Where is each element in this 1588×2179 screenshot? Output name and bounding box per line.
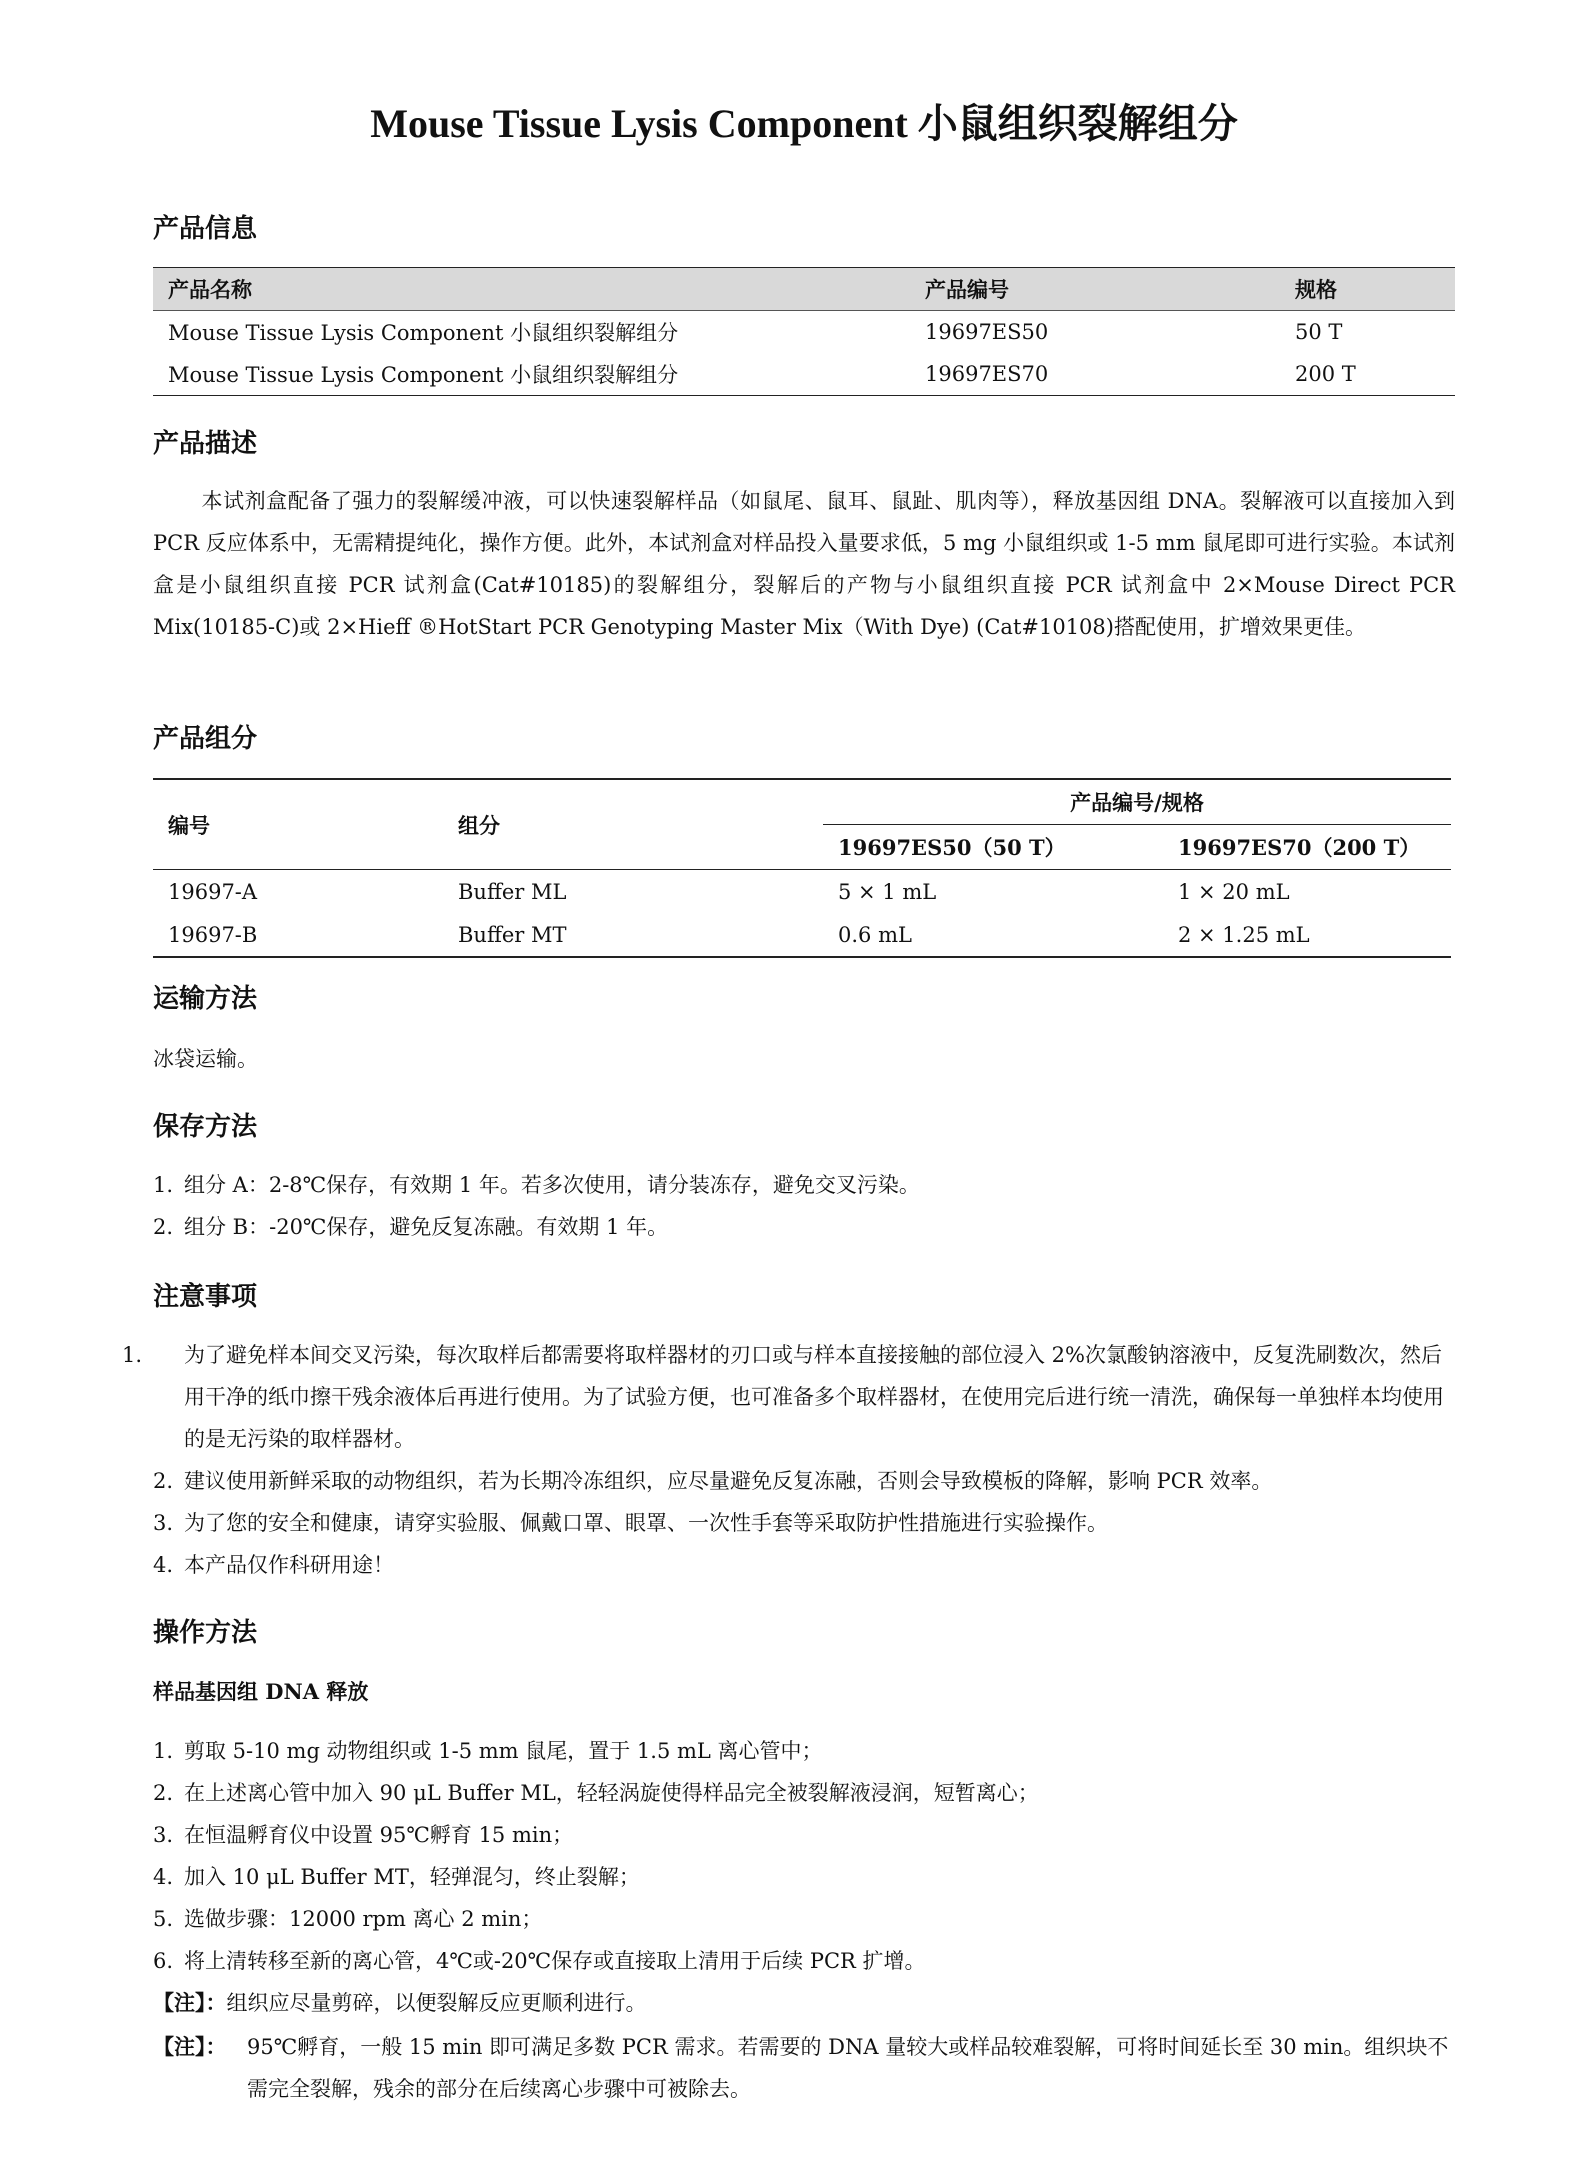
table-row bbox=[153, 311, 1455, 354]
note-item: 1. 为了避免样本间交叉污染，每次取样后都需要将取样器材的刃口或与样本直接接触的部位浸入 2%次氯酸钠溶液中，反复洗刷数次，然后用干净的纸巾擦干残余液体后再进行使用。为了试验方便，也可准备多个取样器材，在使用完后进行统一清洗，确保每一单独样本均使用的是无污染的取样器材。 bbox=[122, 1343, 1444, 1451]
section-heading-description: 产品描述 bbox=[153, 429, 258, 459]
description-paragraph bbox=[153, 480, 1455, 648]
header-product-code: 产品编号 bbox=[910, 268, 1280, 311]
table-header-row bbox=[153, 779, 1451, 825]
cell-component: Buffer ML bbox=[458, 879, 567, 904]
cell-es50: 0.6 mL bbox=[838, 922, 912, 947]
cell-spec: 200 T bbox=[1295, 362, 1356, 386]
component-table bbox=[153, 778, 1451, 958]
header-number: 编号 bbox=[153, 779, 443, 870]
table-row bbox=[153, 870, 1451, 914]
description-text: 本试剂盒配备了强力的裂解缓冲液，可以快速裂解样品（如鼠尾、鼠耳、鼠趾、肌肉等），释放基因组 DNA。裂解液可以直接加入到 PCR 反应体系中，无需精提纯化，操作方便。此外，本试剂盒对样品投入量要求低，5 mg 小鼠组织或 1-5 mm 鼠尾即可进行实验。本试剂盒是小鼠组织直接 PCR 试剂盒(Cat#10185)的裂解组分，裂解后的产物与小鼠组织直接 PCR 试剂盒中 2×Mouse Direct PCR Mix(10185-C)或 2×Hieff ®HotStart PCR Genotyping Master Mix（With Dye) (Cat#10108)搭配使用，扩增效果更佳。 bbox=[153, 489, 1455, 639]
shipping-text: 冰袋运输。 bbox=[153, 1047, 258, 1071]
procedure-step: 2. 在上述离心管中加入 90 μL Buffer ML，轻轻涡旋使得样品完全被裂解液浸润，短暂离心； bbox=[153, 1781, 1039, 1805]
note-item: 3. 为了您的安全和健康，请穿实验服、佩戴口罩、眼罩、一次性手套等采取防护性措施进行实验操作。 bbox=[153, 1511, 1108, 1535]
storage-item: 1. 组分 A：2-8℃保存，有效期 1 年。若多次使用，请分装冻存，避免交叉污染。 bbox=[153, 1173, 920, 1197]
header-es70: 19697ES70（200 T） bbox=[1163, 825, 1451, 870]
procedure-note: 【注】： 95℃孵育，一般 15 min 即可满足多数 PCR 需求。若需要的 DNA 量较大或样品较难裂解，可将时间延长至 30 min。组织块不需完全裂解，残余的部分在后续离心步骤中可被除去。 bbox=[153, 2034, 1449, 2101]
section-heading-components: 产品组分 bbox=[153, 724, 258, 754]
table-row bbox=[153, 353, 1455, 396]
page-title: Mouse Tissue Lysis Component 小鼠组织裂解组分 bbox=[370, 101, 1238, 146]
note-item: 2. 建议使用新鲜采取的动物组织，若为长期冷冻组织，应尽量避免反复冻融，否则会导致模板的降解，影响 PCR 效率。 bbox=[153, 1469, 1273, 1493]
header-es50: 19697ES50（50 T） bbox=[823, 825, 1163, 870]
cell-name: Mouse Tissue Lysis Component 小鼠组织裂解组分 bbox=[168, 321, 679, 345]
cell-number: 19697-B bbox=[168, 922, 258, 947]
procedure-note: 【注】：组织应尽量剪碎，以便裂解反应更顺利进行。 bbox=[153, 1990, 647, 2015]
header-product-name: 产品名称 bbox=[153, 268, 910, 311]
cell-es50: 5 × 1 mL bbox=[838, 879, 937, 904]
cell-code: 19697ES70 bbox=[925, 362, 1049, 386]
procedure-step: 6. 将上清转移至新的离心管，4℃或-20℃保存或直接取上清用于后续 PCR 扩增。 bbox=[153, 1949, 926, 1973]
procedure-subtitle: 样品基因组 DNA 释放 bbox=[153, 1679, 369, 1704]
section-heading-product-info: 产品信息 bbox=[153, 214, 258, 244]
cell-es70: 2 × 1.25 mL bbox=[1178, 922, 1310, 947]
section-heading-shipping: 运输方法 bbox=[153, 984, 258, 1014]
procedure-step: 5. 选做步骤：12000 rpm 离心 2 min； bbox=[153, 1907, 543, 1931]
table-row bbox=[153, 913, 1451, 957]
section-heading-procedure: 操作方法 bbox=[153, 1618, 258, 1648]
header-component: 组分 bbox=[443, 779, 823, 870]
procedure-step: 1. 剪取 5-10 mg 动物组织或 1-5 mm 鼠尾，置于 1.5 mL 离心管中； bbox=[153, 1739, 823, 1763]
cell-code: 19697ES50 bbox=[925, 320, 1049, 344]
section-heading-notes: 注意事项 bbox=[153, 1282, 258, 1312]
cell-number: 19697-A bbox=[168, 879, 258, 904]
product-info-table bbox=[153, 267, 1455, 396]
note-item: 4. 本产品仅作科研用途！ bbox=[153, 1553, 394, 1577]
table-header-row bbox=[153, 268, 1455, 311]
procedure-step: 3. 在恒温孵育仪中设置 95℃孵育 15 min； bbox=[153, 1823, 574, 1847]
storage-item: 2. 组分 B：-20℃保存，避免反复冻融。有效期 1 年。 bbox=[153, 1215, 669, 1239]
cell-component: Buffer MT bbox=[458, 922, 567, 947]
cell-spec: 50 T bbox=[1295, 320, 1343, 344]
procedure-step: 4. 加入 10 μL Buffer MT，轻弹混匀，终止裂解； bbox=[153, 1865, 640, 1889]
section-heading-storage: 保存方法 bbox=[153, 1112, 258, 1142]
cell-name: Mouse Tissue Lysis Component 小鼠组织裂解组分 bbox=[168, 363, 679, 387]
cell-es70: 1 × 20 mL bbox=[1178, 879, 1290, 904]
header-code-spec: 产品编号/规格 bbox=[823, 779, 1451, 825]
header-spec: 规格 bbox=[1280, 268, 1455, 311]
